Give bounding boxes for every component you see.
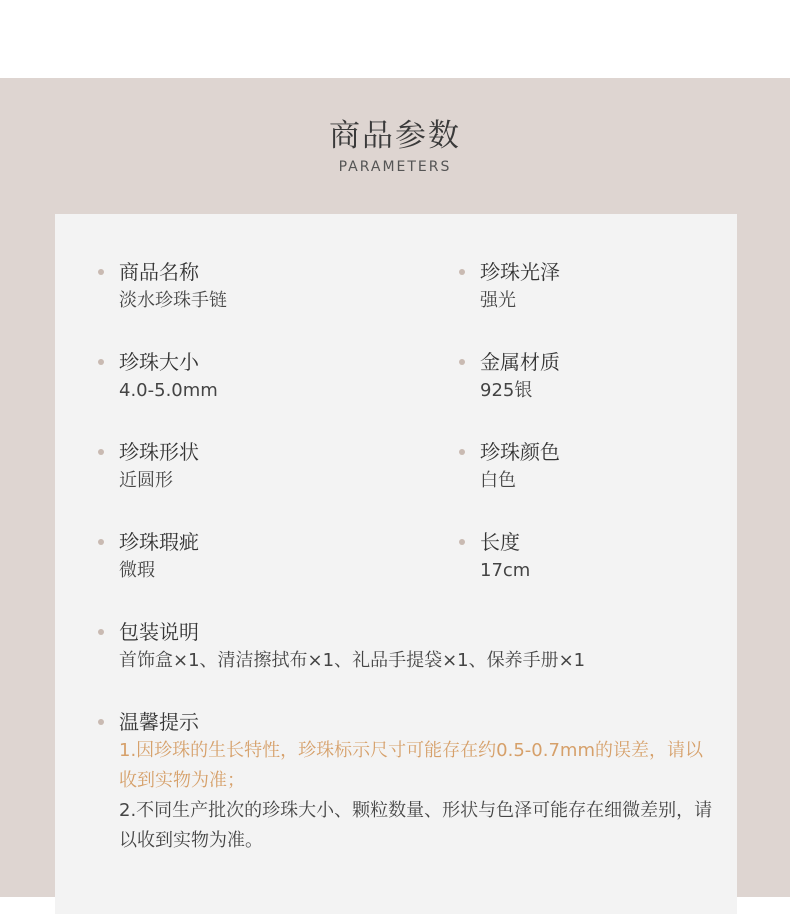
bullet-dot [98, 539, 104, 545]
param-pearl-flaw [119, 530, 199, 586]
param-pearl-luster [480, 260, 560, 316]
param-value: 首饰盒×1、清洁擦拭布×1、礼品手提袋×1、保养手册×1 [119, 650, 586, 671]
parameters-card [55, 214, 737, 914]
param-label: 包装说明 [119, 620, 199, 644]
param-value: 925银 [480, 380, 533, 401]
tip-note-highlight: 1.因珍珠的生长特性，珍珠标示尺寸可能存在约0.5-0.7mm的误差，请以收到实物为准； [119, 740, 703, 791]
bullet-dot [459, 269, 465, 275]
param-product-name [119, 260, 227, 316]
param-label: 珍珠瑕疵 [119, 530, 199, 554]
tip-note: 2.不同生产批次的珍珠大小、颗粒数量、形状与色泽可能存在细微差别，请以收到实物为准。 [119, 800, 713, 851]
param-pearl-shape [119, 440, 199, 496]
param-label: 珍珠光泽 [480, 260, 560, 284]
param-value: 4.0-5.0mm [119, 380, 218, 401]
bullet-dot [98, 449, 104, 455]
param-pearl-size [119, 350, 218, 406]
section-title: 商品参数 [329, 118, 461, 154]
bullet-dot [459, 449, 465, 455]
param-label: 金属材质 [480, 350, 560, 374]
param-label: 长度 [480, 530, 520, 554]
param-value: 微瑕 [119, 560, 155, 581]
param-tips [119, 710, 719, 856]
bullet-dot [98, 629, 104, 635]
bullet-dot [98, 269, 104, 275]
bullet-dot [459, 359, 465, 365]
param-packaging [119, 620, 719, 676]
param-label: 温馨提示 [119, 710, 199, 734]
bullet-dot [98, 719, 104, 725]
param-pearl-color [480, 440, 560, 496]
param-value: 淡水珍珠手链 [119, 290, 227, 311]
bullet-dot [459, 539, 465, 545]
param-label: 珍珠颜色 [480, 440, 560, 464]
param-metal-material [480, 350, 560, 406]
param-label: 珍珠形状 [119, 440, 199, 464]
param-label: 商品名称 [119, 260, 199, 284]
param-label: 珍珠大小 [119, 350, 199, 374]
param-value: 强光 [480, 290, 516, 311]
bullet-dot [98, 359, 104, 365]
param-value: 近圆形 [119, 470, 173, 491]
param-length [480, 530, 530, 586]
section-subtitle: PARAMETERS [338, 159, 452, 175]
param-value: 白色 [480, 470, 516, 491]
param-value: 17cm [480, 560, 531, 581]
